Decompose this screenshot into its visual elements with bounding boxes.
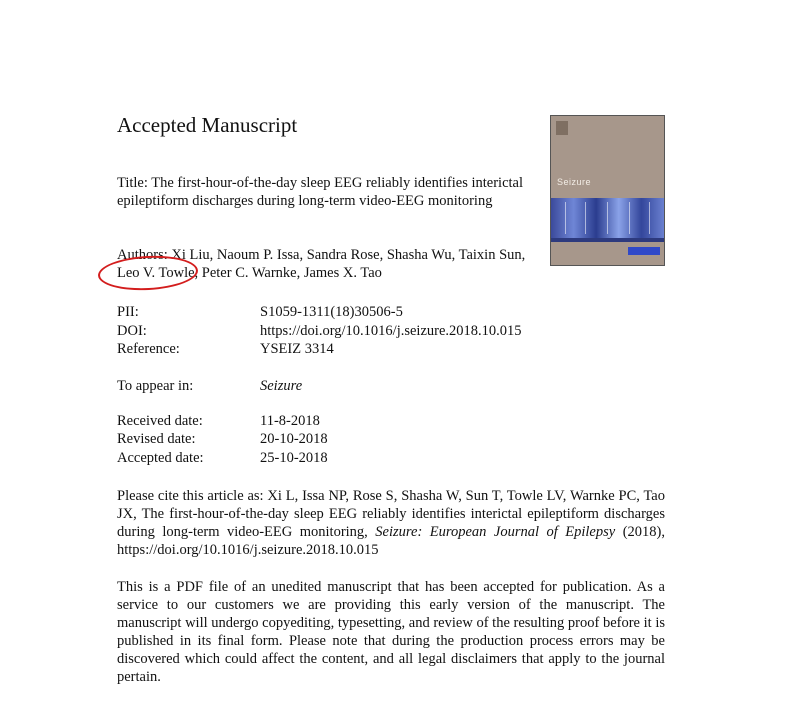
- doi-link[interactable]: https://doi.org/10.1016/j.seizure.2018.10.015: [260, 323, 522, 339]
- reference-value: YSEIZ 3314: [260, 341, 334, 357]
- accepted-date: 25-10-2018: [260, 450, 328, 466]
- article-authors: Authors: Xi Liu, Naoum P. Issa, Sandra Rose, Shasha Wu, Taixin Sun, Leo V. Towle, Peter C. Warnke, James X. Tao: [117, 247, 526, 281]
- publisher-logo: [556, 121, 568, 135]
- received-date: 11-8-2018: [260, 413, 320, 429]
- accepted-label: Accepted date:: [117, 450, 204, 466]
- revised-label: Revised date:: [117, 431, 196, 447]
- cover-stripe: [565, 202, 566, 234]
- cover-stripe: [629, 202, 630, 234]
- citation-journal: Seizure: European Journal of Epilepsy: [375, 524, 616, 540]
- doi-label: DOI:: [117, 323, 147, 339]
- appear-in-label: To appear in:: [117, 378, 194, 394]
- journal-cover-image: [550, 115, 665, 266]
- cover-publisher-tag: [628, 247, 660, 255]
- cover-journal-name: Seizure: [557, 177, 592, 187]
- citation-paragraph: [117, 487, 665, 559]
- cover-stripe: [649, 202, 650, 234]
- pii-value: S1059-1311(18)30506-5: [260, 304, 403, 320]
- cover-stripe: [585, 202, 586, 234]
- article-title: Title: The first-hour-of-the-day sleep EEG reliably identifies interictal epileptiform discharges during long-term video-EEG monitoring: [117, 175, 523, 209]
- pii-label: PII:: [117, 304, 139, 320]
- cover-band-divider: [551, 238, 664, 242]
- citation-tail: (2018), https://doi.org/10.1016/j.seizure.2018.10.015: [117, 524, 665, 558]
- received-label: Received date:: [117, 413, 203, 429]
- reference-label: Reference:: [117, 341, 180, 357]
- disclaimer-paragraph: This is a PDF file of an unedited manuscript that has been accepted for publication. As a service to our customers we are providing this early version of the manuscript. The manuscript will undergo copyediting, typesetting, and review of the resulting proof before it is published in its final form. Please note that during the production process errors may be discovered which could affect the content, and all legal disclaimers that apply to the journal pertain.: [117, 579, 665, 685]
- page-heading: Accepted Manuscript: [117, 113, 298, 137]
- cover-stripe: [607, 202, 608, 234]
- appear-in-journal: Seizure: [260, 378, 303, 394]
- citation-lead: Please cite this article as: Xi L, Issa NP, Rose S, Shasha W, Sun T, Towle LV, Warnke PC, Tao JX, The first-hour-of-the-day sleep EEG reliably identifies interictal epileptiform discharges during long-term video-EEG monitoring,: [117, 488, 665, 540]
- revised-date: 20-10-2018: [260, 431, 328, 447]
